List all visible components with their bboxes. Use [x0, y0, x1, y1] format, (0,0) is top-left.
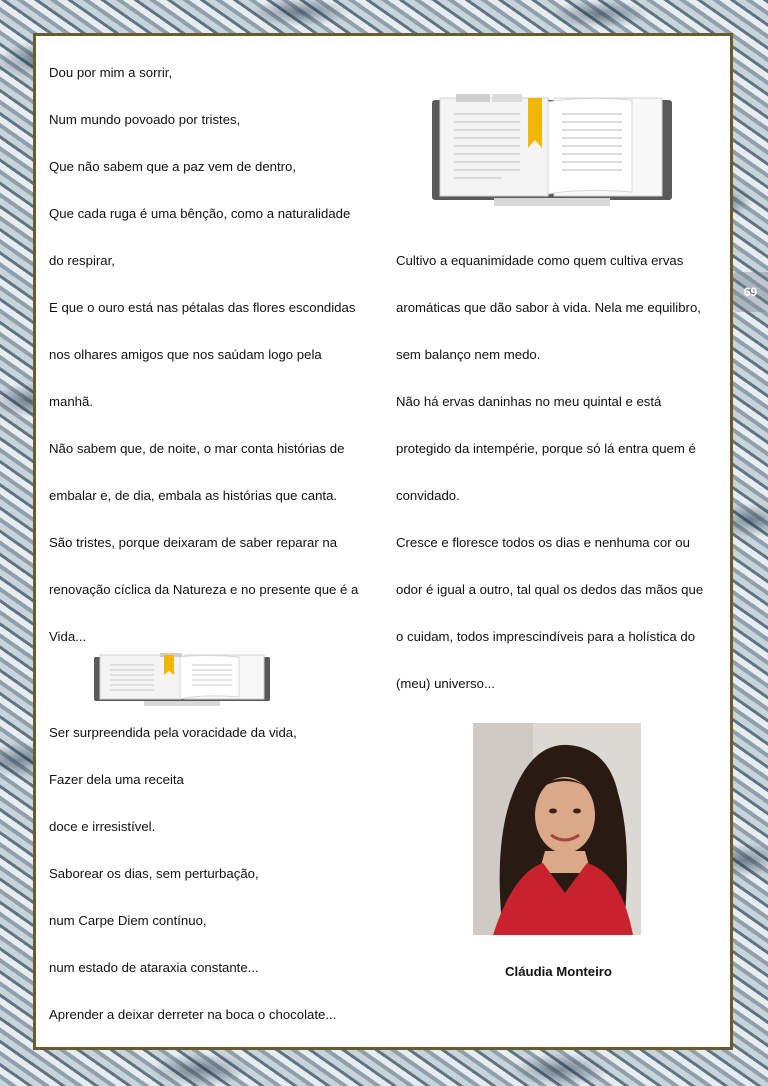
- poem-right-column: [396, 252, 726, 722]
- poem-line: do respirar,: [49, 253, 115, 268]
- poem-line: Cultivo a equanimidade como quem cultiva ervas: [396, 253, 684, 268]
- open-book-icon: [432, 94, 672, 209]
- poem-line: num Carpe Diem contínuo,: [49, 913, 207, 928]
- page-number: 69: [733, 272, 768, 312]
- poem-line: Fazer dela uma receita: [49, 772, 184, 787]
- author-name: Cláudia Monteiro: [505, 964, 612, 979]
- poem-line: convidado.: [396, 488, 460, 503]
- poem-line: num estado de ataraxia constante...: [49, 960, 259, 975]
- poem-line: Ser surpreendida pela voracidade da vida,: [49, 725, 297, 740]
- open-book-icon: [94, 653, 270, 708]
- poem-line: Não há ervas daninhas no meu quintal e está: [396, 394, 662, 409]
- poem-line: nos olhares amigos que nos saúdam logo pela: [49, 347, 322, 362]
- poem-line: Cresce e floresce todos os dias e nenhuma cor ou: [396, 535, 690, 550]
- poem-line: São tristes, porque deixaram de saber reparar na: [49, 535, 338, 550]
- page-frame: [33, 33, 733, 1050]
- poem-line: E que o ouro está nas pétalas das flores escondidas: [49, 300, 356, 315]
- poem-line: Que não sabem que a paz vem de dentro,: [49, 159, 297, 174]
- poem-left-column-2: [49, 724, 389, 1053]
- poem-line: (meu) universo...: [396, 676, 495, 691]
- poem-left-column: [49, 64, 389, 675]
- poem-line: Que cada ruga é uma bênção, como a naturalidade: [49, 206, 351, 221]
- poem-line: Dou por mim a sorrir,: [49, 65, 173, 80]
- poem-line: Aprender a deixar derreter na boca o chocolate...: [49, 1007, 337, 1022]
- poem-line: sem balanço nem medo.: [396, 347, 541, 362]
- poem-line: aromáticas que dão sabor à vida. Nela me equilibro,: [396, 300, 701, 315]
- poem-line: protegido da intempérie, porque só lá entra quem é: [396, 441, 696, 456]
- poem-line: embalar e, de dia, embala as histórias que canta.: [49, 488, 338, 503]
- poem-line: Vida...: [49, 629, 87, 644]
- poem-line: odor é igual a outro, tal qual os dedos das mãos que: [396, 582, 704, 597]
- poem-line: doce e irresistível.: [49, 819, 156, 834]
- poem-line: renovação cíclica da Natureza e no presente que é a: [49, 582, 359, 597]
- poem-line: manhã.: [49, 394, 93, 409]
- poem-line: Não sabem que, de noite, o mar conta histórias de: [49, 441, 345, 456]
- poem-line: Saborear os dias, sem perturbação,: [49, 866, 259, 881]
- poem-line: o cuidam, todos imprescindíveis para a holística do: [396, 629, 696, 644]
- poem-line: Num mundo povoado por tristes,: [49, 112, 241, 127]
- author-portrait: [473, 723, 641, 935]
